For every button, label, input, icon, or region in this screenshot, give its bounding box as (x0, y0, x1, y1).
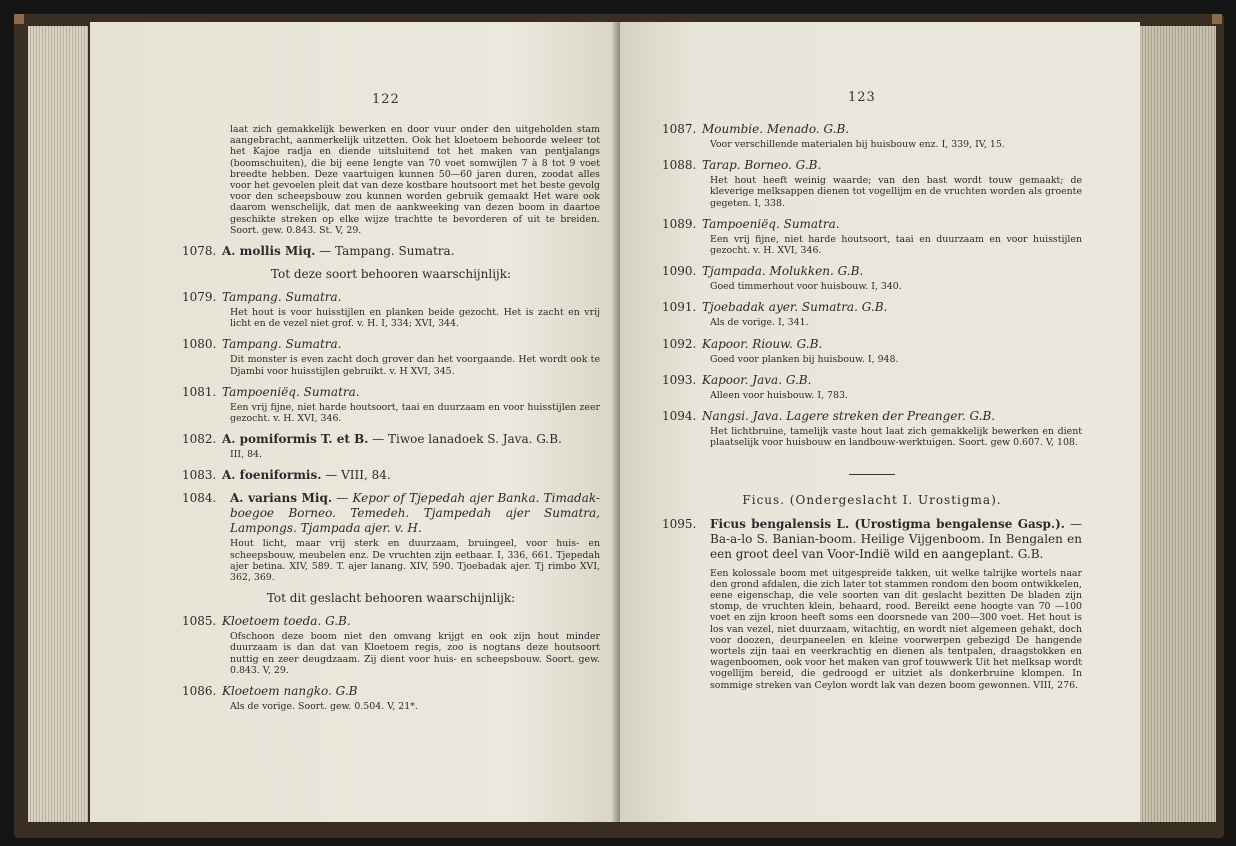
entry-1083: 1083. A. foeniformis. — VIII, 84. (182, 468, 391, 483)
entry-1095: 1095. Ficus bengalensis L. (Urostigma bengalense Gasp.). — Ba-a-lo S. Banian-boom. Heilige Vijgenboom. In Bengalen en een groot deel van Voor-Indië wild en aangeplant. G.B. (662, 516, 1082, 561)
entry-1090-body: Goed timmerhout voor huisbouw. I, 340. (710, 281, 902, 293)
entry-1082-body: III, 84. (230, 449, 262, 461)
section-heading: Ficus. (Ondergeslacht I. Urostigma). (742, 493, 1002, 508)
entry-1090: 1090. Tjampada. Molukken. G.B. (662, 264, 864, 279)
entry-1080-body: Dit monster is even zacht doch grover dan het voorgaande. Het wordt ook te Djambi voor huisstijlen gebruikt. v. H XVI, 345. (230, 354, 600, 377)
entry-1092: 1092. Kapoor. Riouw. G.B. (662, 336, 823, 351)
section-note: Tot deze soort behooren waarschijnlijk: (270, 267, 512, 282)
entry-1081: 1081. Tampoeniëq. Sumatra. (182, 384, 360, 399)
entry-1080: 1080. Tampang. Sumatra. (182, 337, 342, 352)
entry-1091: 1091. Tjoebadak ayer. Sumatra. G.B. (662, 300, 888, 315)
left-page (90, 22, 620, 822)
entry-1086-body: Als de vorige. Soort. gew. 0.504. V, 21*. (230, 701, 418, 713)
right-page (620, 22, 1140, 822)
entry-1085-body: Ofschoon deze boom niet den omvang krijgt en ook zijn hout minder duurzaam is dan dat van Kloetoem regis, zoo is nogtans deze houtsoort nuttig en zeer deugdzaam. Zij dient voor huis- en scheepsbouw. Soort. gew. 0.843. V, 29. (230, 631, 600, 676)
entry-1091-body: Als de vorige. I, 341. (710, 317, 809, 329)
page-number: 123 (848, 90, 876, 105)
entry-1085: 1085. Kloetoem toeda. G.B. (182, 614, 351, 629)
entry-1084: 1084. A. varians Miq. — Kepor of Tjepedah ajer Banka. Timadak-boegoe Borneo. Temedeh. Tjampedah ajer Sumatra, Lampongs. Tjampada ajer. v. H. (182, 491, 600, 536)
entry-1079-body: Het hout is voor huisstijlen en planken beide gezocht. Het is zacht en vrij licht en de vezel niet grof. v. H. I, 334; XVI, 344. (230, 307, 600, 330)
entry-1078: 1078. A. mollis Miq. — Tampang. Sumatra. (182, 244, 455, 259)
page-number: 122 (372, 92, 400, 107)
page-edges-left (28, 26, 88, 822)
entry-1081-body: Een vrij fijne, niet harde houtsoort, taai en duurzaam en voor huisstijlen zeer gezocht. v. H. XVI, 346. (230, 401, 600, 425)
entry-1082: 1082. A. pomiformis T. et B. — Tiwoe lanadoek S. Java. G.B. (182, 432, 562, 447)
entry-1088: 1088. Tarap. Borneo. G.B. (662, 158, 822, 173)
entry-1094: 1094. Nangsi. Java. Lagere streken der Preanger. G.B. (662, 409, 996, 424)
entry-1089-body: Een vrij fijne, niet harde houtsoort, taai en duurzaam en voor huisstijlen gezocht. v. H. XVI, 346. (710, 233, 1082, 257)
entry-1093: 1093. Kapoor. Java. G.B. (662, 372, 812, 387)
cover-corner (14, 14, 24, 24)
page-edges-right (1140, 26, 1216, 822)
divider-rule (849, 474, 895, 475)
intro-paragraph: laat zich gemakkelijk bewerken en door vuur onder den uitgeholden stam aangebracht, aanmerkelijk uitzetten. Ook het kloetoem behoorde weleer tot het Kajoe radja en diende uitsluitend tot het maken van pentjalangs (boomschuiten), die bij eene lengte van 70 voet somwijlen 7 à 8 tot 9 voet breedte hebben. Deze vaartuigen kunnen 50—60 jaren duren, zoodat alles voor het gevoelen pleit dat van deze kostbare houtsoort met het beste gevolg voor den scheepsbouw zou kunnen worden gebruik gemaakt Het ware ook daarom wenschelijk, dat men de aankweeking van dezen boom in daartoe geschikte streken op elke wijze trachtte te bevorderen of uit te breiden. Soort. gew. 0.843. St. V, 29. (230, 124, 600, 236)
entry-1095-body: Een kolossale boom met uitgespreide takken, uit welke talrijke wortels naar den grond afdalen, die zich later tot stammen rondom den boom ontwikkelen, eene eigenschap, die vele soorten van dit geslacht bezitten De bladen zijn stomp, de vruchten klein, behaard, rood. Bereikt eene hoogte van 70 —100 voet en zijn kroon heeft soms een doorsnede van 200—300 voet. Het hout is los van vezel, niet duurzaam, witachtig, en wordt niet algemeen gehakt, doch voor doozen, deurpaneelen en kleine voorwerpen gebezigd De hangende wortels zijn taai en veerkrachtig en dienen als tentpalen, draagstokken en wagenboomen, ook voor het maken van grof touwwerk Uit het melksap wordt vogellijm bereid, die gedroogd er uitziet als donkerbruine klompen. In sommige streken van Ceylon wordt lak van dezen boom gewonnen. VIII, 276. (710, 567, 1082, 691)
entry-1088-body: Het hout heeft weinig waarde; van den bast wordt touw gemaakt; de kleverige melksappen dienen tot vogellijm en de vruchten worden als groente gegeten. I, 338. (710, 175, 1082, 209)
entry-1087-body: Voor verschillende materialen bij huisbouw enz. I, 339, IV, 15. (710, 139, 1005, 150)
entry-1086: 1086. Kloetoem nangko. G.B (182, 684, 358, 699)
entry-1093-body: Alleen voor huisbouw. I, 783. (710, 389, 848, 401)
entry-1094-body: Het lichtbruine, tamelijk vaste hout laat zich gemakkelijk bewerken en dient plaatselijk voor huisbouw en landbouw-werktuigen. Soort. gew 0.607. V, 108. (710, 426, 1082, 449)
entry-1084-body: Hout licht, maar vrij sterk en duurzaam, bruingeel, voor huis- en scheepsbouw, meubelen enz. De vruchten zijn eetbaar. I, 336, 661. Tjepedah ajer betina. XIV, 589. T. ajer lanang. XIV, 590. Tjoebadak ajer. Tj rimbo XVI, 362, 369. (230, 538, 600, 584)
entry-1089: 1089. Tampoeniëq. Sumatra. (662, 216, 840, 231)
right-column (662, 114, 1082, 691)
cover-corner (1212, 14, 1222, 24)
entry-1092-body: Goed voor planken bij huisbouw. I, 948. (710, 353, 899, 365)
left-column (182, 122, 600, 712)
entry-1087: 1087. Moumbie. Menado. G.B. (662, 122, 850, 136)
entry-1079: 1079. Tampang. Sumatra. (182, 290, 342, 305)
section-note: Tot dit geslacht behooren waarschijnlijk: (266, 591, 516, 606)
